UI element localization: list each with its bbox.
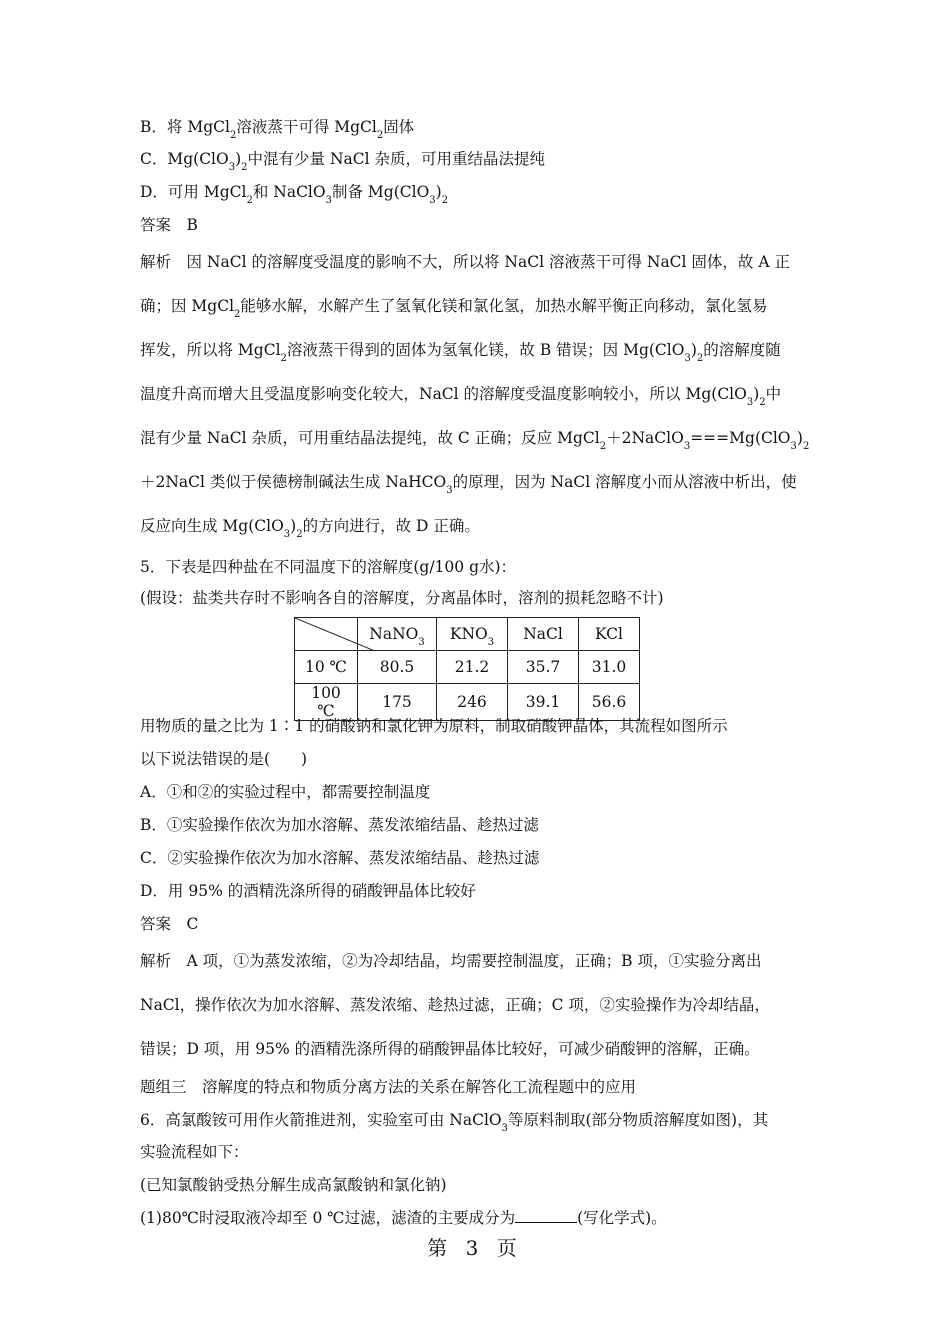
q6-line-1: 6．高氯酸铵可用作火箭推进剂，实验室可由 NaClO$_3$等原料制取(部分物质溶解度如图)，其 bbox=[140, 1111, 769, 1134]
table-cell: 21.2 bbox=[437, 651, 508, 684]
q4-analysis-line-1: 解析 因 NaCl 的溶解度受温度的影响不大，所以将 NaCl 溶液蒸干可得 NaCl 固体，故 A 正 bbox=[140, 253, 790, 271]
q4-analysis-line-5: 混有少量 NaCl 杂质，可用重结晶法提纯，故 C 正确；反应 $MgCl_2+2NaClO_3===Mg(ClO_3)_2$ bbox=[140, 429, 810, 452]
table-row bbox=[295, 684, 640, 721]
q5-option-d: D．用 95% 的酒精洗涤所得的硝酸钾晶体比较好 bbox=[140, 882, 476, 900]
q5-stem: 5．下表是四种盐在不同温度下的溶解度(g/100 g水)： bbox=[140, 558, 517, 576]
header-kno3: $KNO_3$ bbox=[437, 618, 508, 651]
q4-option-c: C．$Mg(ClO_3)_2$中混有少量 NaCl 杂质，可用重结晶法提纯 bbox=[140, 150, 546, 173]
header-kcl: KCl bbox=[579, 618, 640, 651]
q5-option-b: B．①实验操作依次为加水溶解、蒸发浓缩结晶、趁热过滤 bbox=[140, 816, 539, 834]
table-cell: 56.6 bbox=[579, 684, 640, 721]
answer-blank[interactable] bbox=[515, 1208, 577, 1223]
q6-line-2: 实验流程如下： bbox=[140, 1143, 249, 1161]
q4-option-b: B．将 MgCl$_2$溶液蒸干可得 MgCl$_2$固体 bbox=[140, 118, 415, 141]
table-row bbox=[295, 651, 640, 684]
q4-analysis-line-4: 温度升高而增大且受温度影响变化较大，NaCl 的溶解度受温度影响较小，所以 $Mg(ClO_3)_2$中 bbox=[140, 385, 782, 408]
q5-line-1: 用物质的量之比为 1∶1 的硝酸钠和氯化钾为原料，制取硝酸钾晶体，其流程如图所示 bbox=[140, 717, 728, 735]
q6-sub1: (1)80℃时浸取液冷却至 0 ℃过滤，滤渣的主要成分为 (写化学式)。 bbox=[140, 1209, 667, 1227]
row-temp: 100 ℃ bbox=[295, 684, 358, 721]
table-cell: 35.7 bbox=[508, 651, 579, 684]
table-cell: 175 bbox=[358, 684, 437, 721]
header-nano3: NaNO$_3$ bbox=[358, 618, 437, 651]
q5-option-c: C．②实验操作依次为加水溶解、蒸发浓缩结晶、趁热过滤 bbox=[140, 849, 540, 867]
row-temp: 10 ℃ bbox=[295, 651, 358, 684]
q5-answer: 答案 C bbox=[140, 915, 199, 933]
table-cell: 246 bbox=[437, 684, 508, 721]
header-nacl: NaCl bbox=[508, 618, 579, 651]
q5-assumption: (假设：盐类共存时不影响各自的溶解度，分离晶体时，溶剂的损耗忽略不计) bbox=[140, 589, 664, 607]
q4-analysis-line-2: 确；因 MgCl$_2$能够水解，水解产生了氢氧化镁和氯化氢，加热水解平衡正向移动，氯化氢易 bbox=[140, 297, 768, 320]
table-cell: 31.0 bbox=[579, 651, 640, 684]
table-header-row bbox=[295, 618, 640, 651]
table-cell: 80.5 bbox=[358, 651, 437, 684]
group-heading: 题组三 溶解度的特点和物质分离方法的关系在解答化工流程题中的应用 bbox=[140, 1078, 637, 1096]
q5-option-a: A．①和②的实验过程中，都需要控制温度 bbox=[140, 783, 431, 801]
q5-analysis-line-3: 错误；D 项，用 95% 的酒精洗涤所得的硝酸钾晶体比较好，可减少硝酸钾的溶解，正确。 bbox=[140, 1040, 760, 1058]
q5-analysis-line-1: 解析 A 项，①为蒸发浓缩，②为冷却结晶，均需要控制温度，正确；B 项，①实验分离出 bbox=[140, 952, 762, 970]
q5-analysis-line-2: NaCl，操作依次为加水溶解、蒸发浓缩、趁热过滤，正确；C 项，②实验操作为冷却结晶， bbox=[140, 996, 770, 1014]
diagonal-line bbox=[295, 618, 375, 651]
q4-analysis-line-6: ＋2NaCl 类似于侯德榜制碱法生成 NaHCO$_3$的原理，因为 NaCl 溶解度小而从溶液中析出，使 bbox=[140, 473, 797, 496]
diagonal-header-cell bbox=[295, 618, 358, 651]
solubility-table bbox=[294, 617, 640, 721]
table-cell: 39.1 bbox=[508, 684, 579, 721]
q4-answer: 答案 B bbox=[140, 216, 198, 234]
q4-analysis-line-7: 反应向生成 $Mg(ClO_3)_2$的方向进行，故 D 正确。 bbox=[140, 517, 480, 540]
q4-option-d: D．可用 MgCl$_2$和 NaClO$_3$制备 $Mg(ClO_3)_2$ bbox=[140, 183, 449, 206]
q6-note: (已知氯酸钠受热分解生成高氯酸钠和氯化钠) bbox=[140, 1176, 447, 1194]
q4-analysis-line-3: 挥发，所以将 MgCl$_2$溶液蒸干得到的固体为氢氧化镁，故 B 错误；因 $Mg(ClO_3)_2$的溶解度随 bbox=[140, 341, 781, 364]
page-number: 第 3 页 bbox=[427, 1236, 523, 1260]
q5-line-2: 以下说法错误的是( ) bbox=[140, 750, 308, 768]
